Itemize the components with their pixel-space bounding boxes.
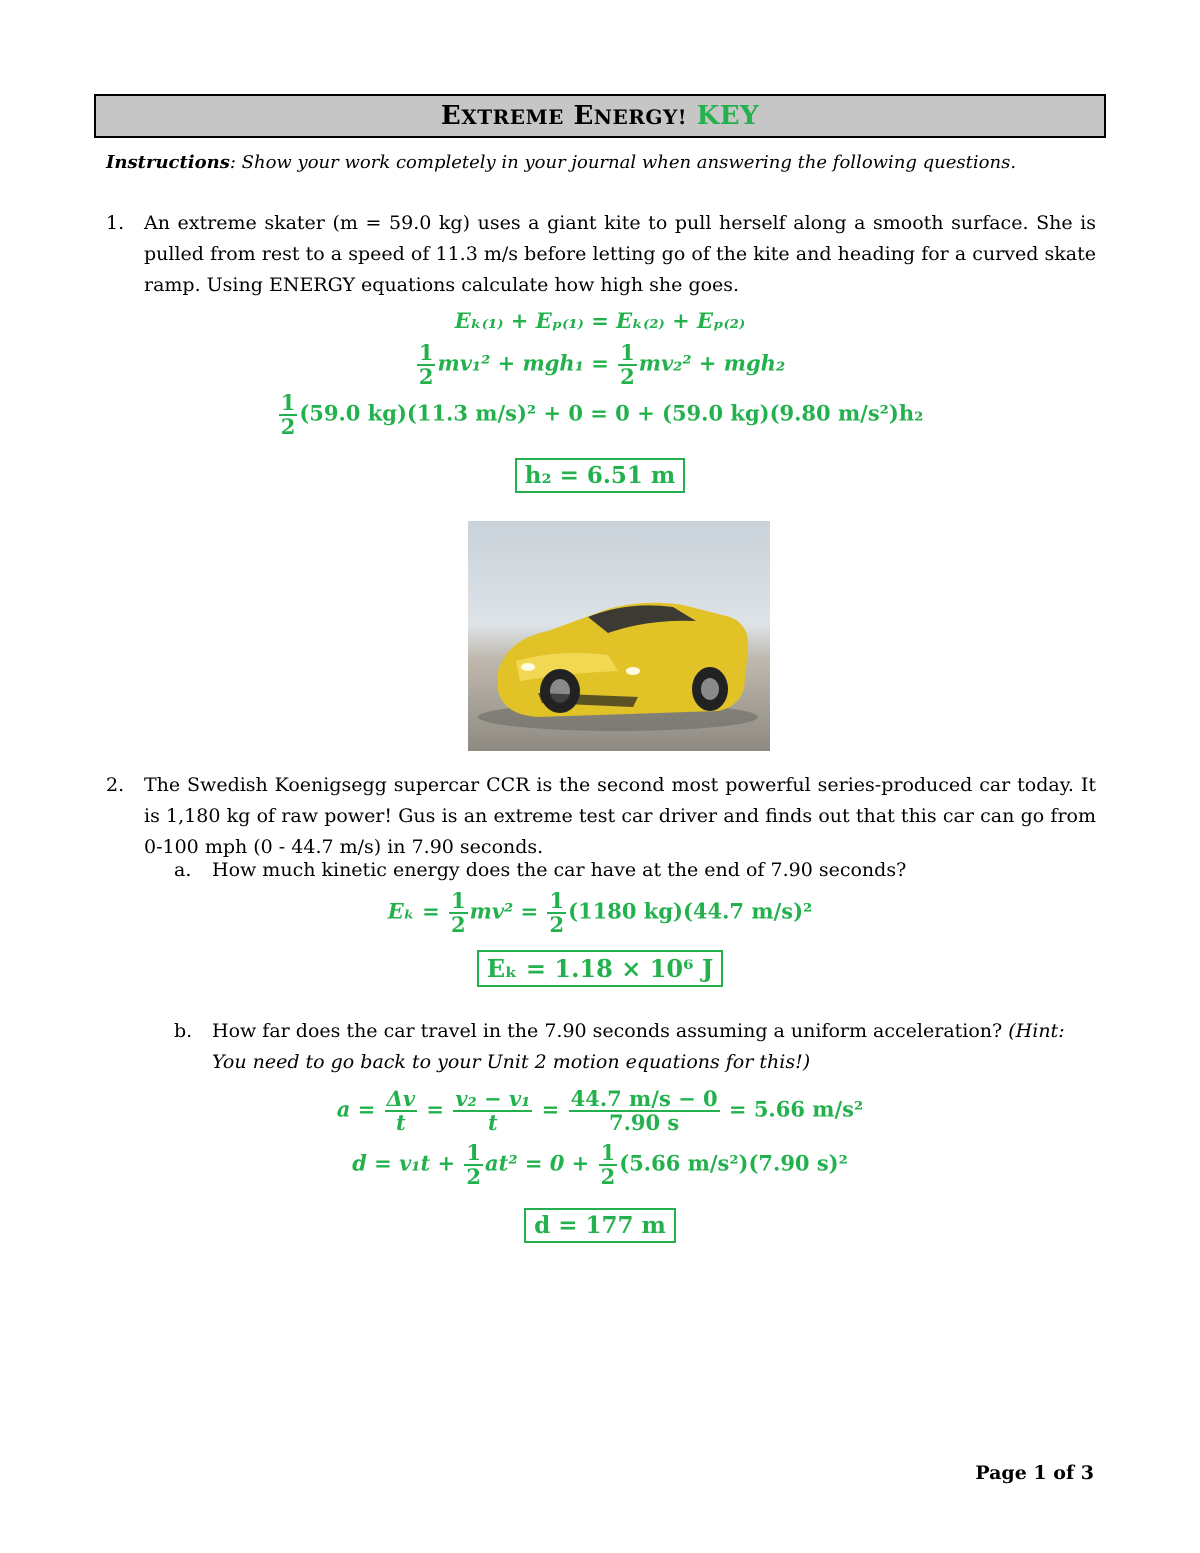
answer-text: d = 177 m — [534, 1212, 666, 1239]
question-number: 1. — [106, 212, 125, 234]
answer-text: h₂ = 6.51 m — [524, 462, 676, 489]
denominator: 2 — [549, 912, 565, 938]
fraction-half — [417, 342, 436, 388]
supercar-image — [468, 521, 770, 751]
instructions-text: : Show your work completely in your journal when answering the following questions. — [229, 152, 1017, 173]
instructions-label: Instructions — [106, 152, 230, 173]
page-of: of — [1053, 1462, 1075, 1484]
page-footer — [975, 1462, 1094, 1484]
numerator: 1 — [280, 390, 296, 415]
denominator: 2 — [451, 912, 466, 938]
title-letter: E — [573, 101, 594, 131]
fraction — [453, 1088, 532, 1134]
q2b-equation-1: a = $\frac{\Delta v}{t}$ = $\frac{\text{v₂ − v₁}}{t}$ = $\frac{44.7 m/s - 0}{7.90 s}$ = 5.66 m/s² — [336, 1086, 864, 1136]
denominator: t — [396, 1110, 406, 1136]
numerator: 1 — [620, 340, 635, 365]
denominator: 2 — [600, 1164, 616, 1190]
answer-box — [477, 950, 724, 987]
numerator: 1 — [600, 1140, 616, 1165]
subquestion-label: b. — [174, 1020, 193, 1042]
q1-equation-1 — [0, 308, 1200, 333]
question-number: 2. — [106, 774, 125, 796]
equation-text: (59.0 kg)(11.3 m/s)² + 0 = 0 + (59.0 kg)(9.80 m/s²)h₂ — [299, 400, 924, 426]
title-key: KEY — [696, 101, 760, 131]
subquestion-label: a. — [174, 859, 192, 881]
title-word: NERGY! — [593, 105, 688, 129]
denominator: 2 — [280, 414, 296, 440]
subquestion-text: How much kinetic energy does the car have at the end of 7.90 seconds? — [212, 859, 907, 881]
denominator: 2 — [466, 1164, 482, 1190]
q1-equation-3 — [0, 392, 1200, 438]
numerator: 1 — [466, 1140, 482, 1165]
equation-text: d = v₁t + — [352, 1150, 456, 1176]
numerator: 1 — [418, 340, 434, 365]
fraction-half — [599, 1142, 618, 1188]
instructions — [106, 152, 1106, 173]
subquestion-body: How far does the car travel in the 7.90 seconds assuming a uniform acceleration? — [212, 1020, 1003, 1042]
car-photo — [468, 521, 770, 751]
page-word: Page — [975, 1462, 1027, 1484]
equation-text: mv₁² + mgh₁ = — [437, 350, 609, 376]
numerator: 1 — [451, 888, 466, 913]
fraction-half — [618, 342, 637, 388]
q2a-equation — [0, 890, 1200, 936]
fraction — [569, 1088, 720, 1134]
question-text: The Swedish Koenigsegg supercar CCR is the second most powerful series-produced car today. It is 1,180 kg of raw power! Gus is an extreme test car driver and finds out that this car can go from 0-100 mph (0 - 44.7 m/s) in 7.90 seconds. — [144, 774, 1096, 858]
fraction-half — [547, 890, 566, 936]
question-1 — [106, 208, 1096, 301]
subquestion-hint: (Hint: You need to go back to your Unit 2 motion equations for this!) — [212, 1020, 1065, 1073]
equation-text: Eₖ = — [387, 898, 440, 924]
title-word: XTREME — [461, 105, 564, 129]
answer-text: Eₖ = 1.18 × 10⁶ J — [486, 954, 714, 983]
fraction-half — [449, 890, 468, 936]
fraction — [385, 1088, 418, 1134]
answer-box — [515, 458, 685, 493]
q2a-answer — [0, 950, 1200, 987]
equation-text: (5.66 m/s²)(7.90 s)² — [619, 1150, 848, 1176]
equation-text: mv² = — [469, 898, 539, 924]
numerator: Δv — [386, 1086, 416, 1111]
answer-box — [524, 1208, 676, 1243]
equation-text: a = — [336, 1096, 376, 1122]
equation-text: Eₖ₍₁₎ + Eₚ₍₁₎ = Eₖ₍₂₎ + Eₚ₍₂₎ — [454, 308, 746, 333]
denominator: 2 — [620, 364, 635, 390]
question-text: An extreme skater (m = 59.0 kg) uses a giant kite to pull herself along a smooth surface. She is pulled from rest to a speed of 11.3 m/s before letting go of the kite and heading for a curved skate ramp. Using ENERGY equations calculate how high she goes. — [144, 212, 1096, 296]
equation-text: mv₂² + mgh₂ — [638, 350, 786, 376]
q2b-equation-2 — [0, 1142, 1200, 1188]
subquestion-text — [212, 1016, 1096, 1078]
page-total: 3 — [1080, 1462, 1094, 1484]
denominator: 7.90 s — [608, 1110, 680, 1136]
title-letter: E — [440, 101, 462, 131]
numerator: 1 — [549, 888, 565, 913]
q1-equation-2 — [0, 342, 1200, 388]
fraction-half — [464, 1142, 483, 1188]
fraction-half — [279, 392, 298, 438]
page-number: 1 — [1033, 1462, 1047, 1484]
denominator: 2 — [418, 364, 434, 390]
question-2 — [106, 770, 1096, 863]
title-box — [94, 94, 1106, 138]
numerator: v₂ − v₁ — [455, 1086, 531, 1111]
denominator: t — [488, 1110, 498, 1136]
q2b-answer — [0, 1208, 1200, 1243]
question-2b — [174, 1016, 1096, 1078]
question-2a — [174, 855, 1096, 886]
q1-answer — [0, 458, 1200, 493]
equation-text: at² = 0 + — [485, 1150, 590, 1176]
equation-text: (1180 kg)(44.7 m/s)² — [568, 898, 813, 924]
equation-text: = 5.66 m/s² — [728, 1096, 864, 1122]
numerator: 44.7 m/s − 0 — [570, 1086, 718, 1111]
